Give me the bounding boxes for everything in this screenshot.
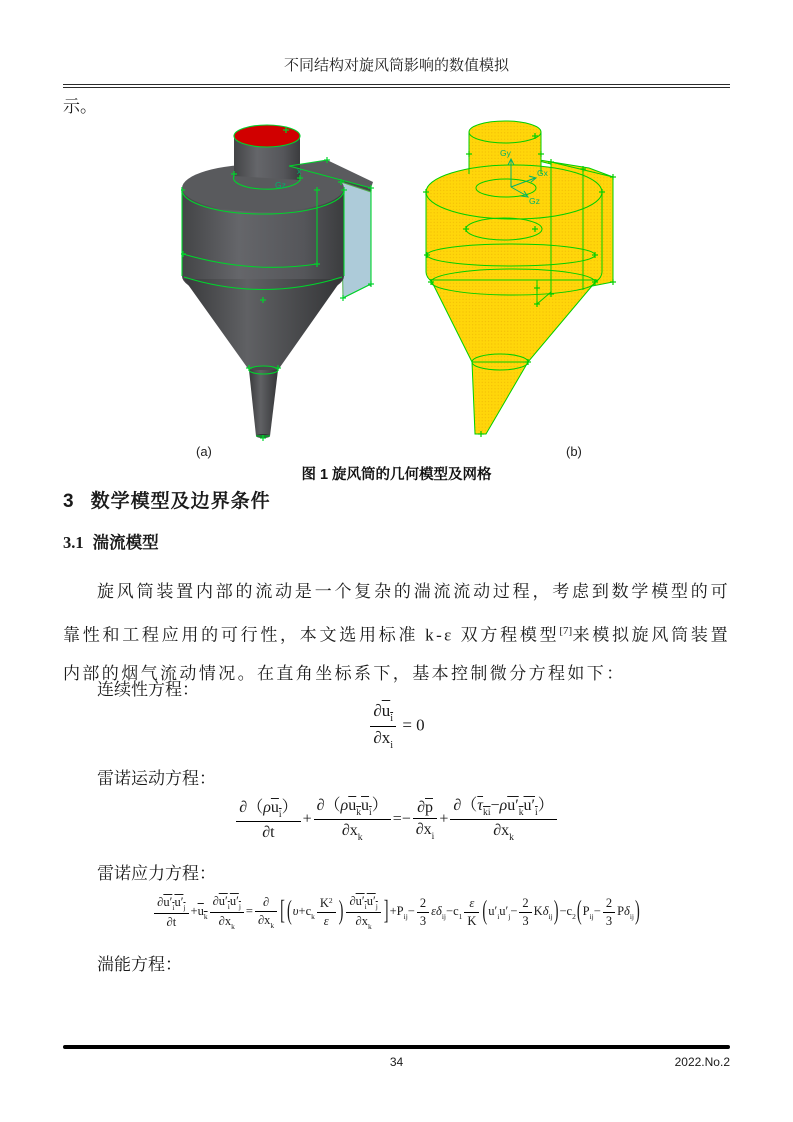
subsection-title: 湍流模型 — [92, 534, 159, 552]
section-title: 数学模型及边界条件 — [90, 491, 271, 512]
section-number: 3 — [63, 491, 75, 512]
running-header-title: 不同结构对旋风筒影响的数值模拟 — [283, 58, 509, 74]
footer-rule — [63, 1045, 730, 1049]
paragraph-continuation-text: 示。 — [63, 97, 97, 116]
citation-ref: [7] — [559, 624, 573, 637]
axis-gy-label: Gy — [500, 148, 511, 158]
figure-b-mesh-model — [423, 112, 635, 454]
paragraph-text-continued: 来模拟旋风筒装置内部的烟气流动情况。在直角坐标系下，基本控制微分方程如下： — [63, 625, 730, 683]
page-number: 34 — [389, 1055, 404, 1069]
figure-b-label: (b) — [566, 444, 582, 459]
axis-gz-label: Gz — [275, 180, 286, 190]
mesh-surfaces — [426, 121, 613, 434]
reynolds-motion-equation-label: 雷诺运动方程： — [97, 769, 216, 788]
reynolds-stress-equation: $\frac{\partial u'_iu'_j}{\partial t}$ $+u_k$ $\frac{\partial u'_iu'_j}{\partial x_k}$ = $\frac{\partial}{\partial x_k}$ [ ($\upsilon+c_k$ $\frac{K^2}{\varepsilon}$ ) $\frac{\partial u'_iu'_j}{\partial x_k}$ ]$+P_{ij}-$ $\frac{2}{3}$ $\varepsilon\delta_{ij}-c_1$ $\frac{\varepsilon}{K}$ ($u'_iu'_j-$ $\frac{2}{3}$ $K\delta_{ij})-c_2(P_{ij}-$ $\frac{2}{3}$ $P\delta_{ij}$) — [63, 894, 730, 931]
axis-x-label: x — [297, 166, 302, 176]
header-rule — [63, 84, 730, 88]
subsection-number: 3.1 — [63, 533, 84, 552]
figure-caption: 图 1 旋风筒的几何模型及网格 — [301, 467, 492, 483]
figure-a-geometry-model — [181, 116, 377, 446]
figure-a-label: (a) — [196, 444, 212, 459]
axis-gx-label: Gx — [537, 168, 548, 178]
axis-gz-label-b: Gz — [529, 196, 540, 206]
paragraph-text: 旋风筒装置内部的流动是一个复杂的湍流流动过程，考虑到数学模型的可靠性和工程应用的可行性，本文选用标准 k-ε 双方程模型 — [63, 582, 730, 645]
continuity-equation: $\frac{\partial u_i}{\partial x_i}$ = 0 — [63, 701, 730, 753]
issue-label: 2022.No.2 — [674, 1055, 730, 1069]
subsection-heading — [63, 529, 159, 553]
continuity-equation-label: 连续性方程： — [97, 680, 199, 699]
section-heading — [63, 486, 271, 513]
reynolds-motion-equation: $\frac{\partial(\rho u_i)}{\partial t}$ + $\frac{\partial(\rho u_ku_i)}{\partial x_k}$ =− $\frac{\partial\overline{p}}{\partial x_i}$ + $\frac{\partial(\tau_{ki}-\rho u'_ku'_i)}{\partial x_k}$ — [63, 796, 730, 844]
turbulence-energy-equation-label: 湍能方程： — [97, 955, 182, 974]
reynolds-stress-equation-label: 雷诺应力方程： — [97, 864, 216, 883]
cyclone-body — [182, 125, 344, 438]
